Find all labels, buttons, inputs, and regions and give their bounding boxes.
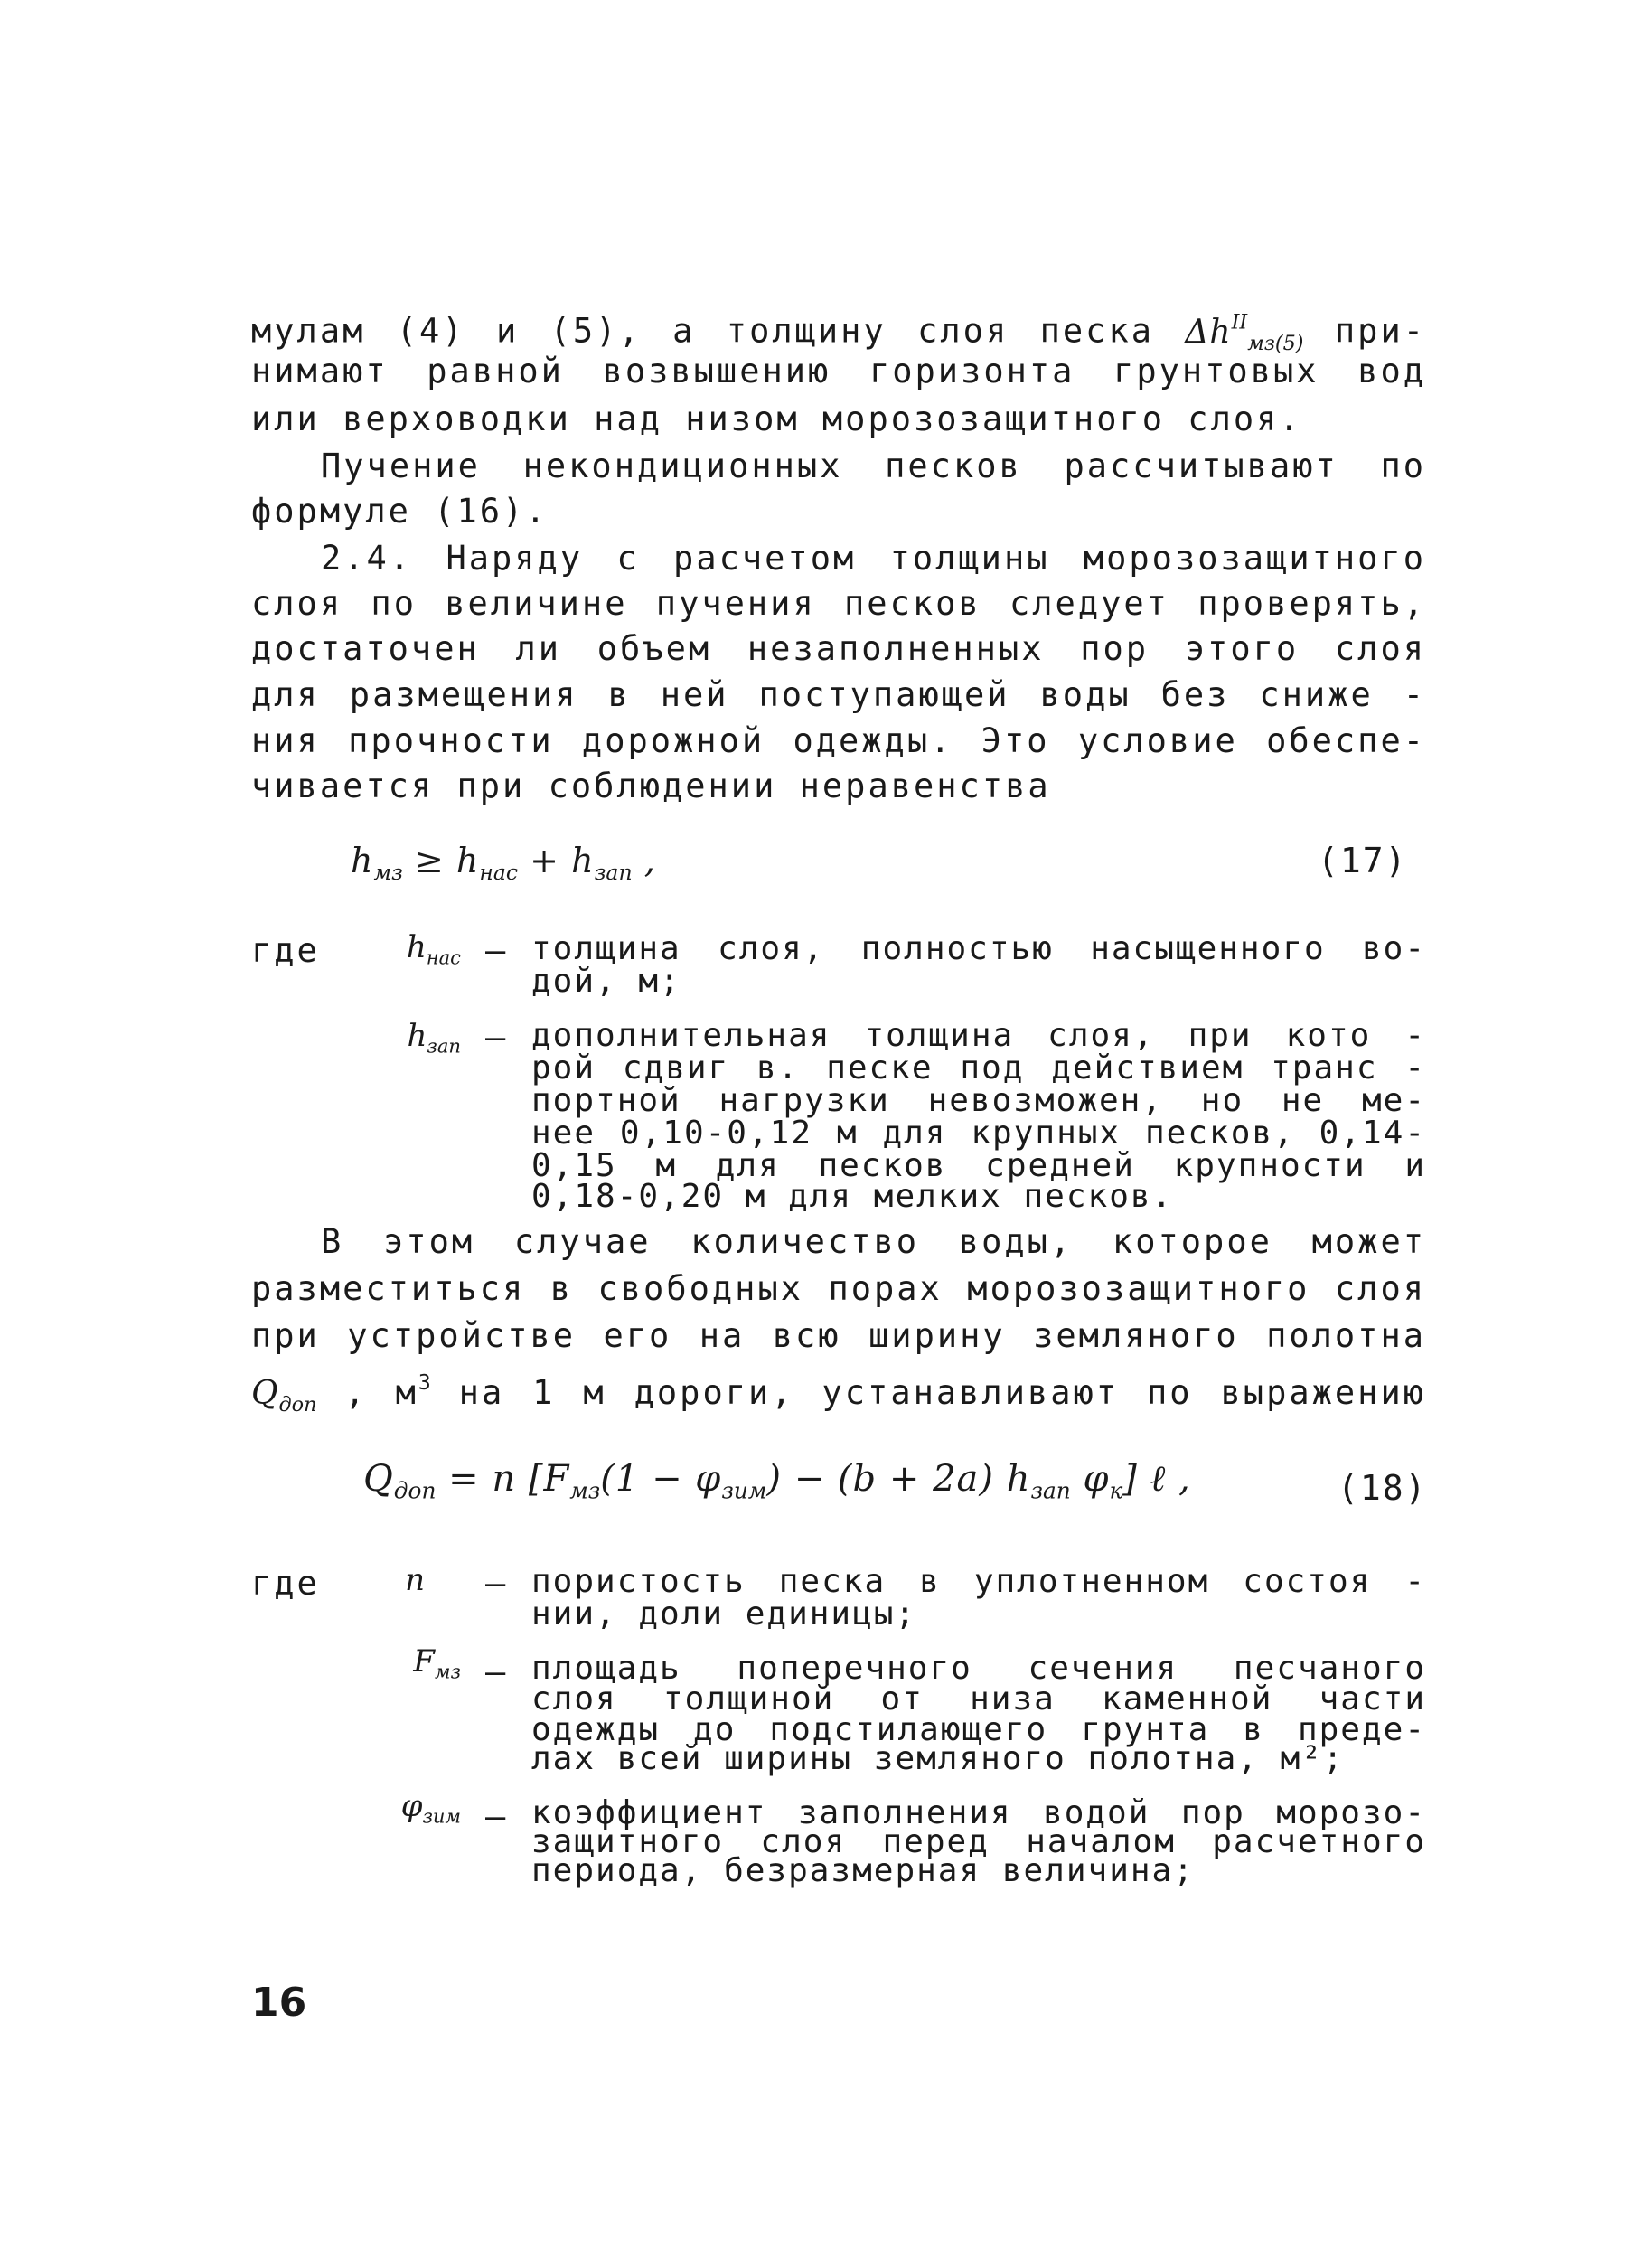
- paragraph-line: $Q_{доп}$ , $м^3$ на 1 м дороги, устанавливают по выражению: [251, 1371, 1427, 1416]
- where-label: где: [251, 1564, 320, 1603]
- page-number: 16: [251, 1980, 307, 2026]
- definition-dash: –: [485, 1797, 506, 1836]
- paragraph-line: при устройстве его на всю ширину земляного полотна: [251, 1316, 1426, 1355]
- paragraph-line: Пучение некондиционных песков рассчитывают по: [321, 447, 1426, 485]
- paragraph-line: для размещения в ней поступающей воды без сниже -: [251, 675, 1426, 714]
- definition-dash: –: [485, 1564, 506, 1603]
- definition-line: портной нагрузки невозможен, но не ме-: [531, 1082, 1426, 1119]
- definition-line: площадь поперечного сечения песчаного: [531, 1650, 1426, 1687]
- definition-symbol: $F_{мз}$: [413, 1643, 461, 1683]
- formula-17: $h_{мз} \ge h_{нас} + h_{зап}$ ,: [351, 841, 656, 886]
- definition-line: одежды до подстилающего грунта в преде-: [531, 1711, 1426, 1748]
- definition-line: рой сдвиг в. песке под действием транс -: [531, 1049, 1426, 1087]
- paragraph-line: формуле (16).: [251, 492, 549, 531]
- paragraph-line: мулам (4) и (5), а толщину слоя песка $\Delta h^{II}_{мз(5)}$ при-: [251, 310, 1426, 355]
- definition-line: толщина слоя, полностью насыщенного во-: [531, 930, 1426, 967]
- paragraph-line: разместиться в свободных порах морозозащитного слоя: [251, 1269, 1426, 1308]
- definition-line: лах всей ширины земляного полотна, м²;: [531, 1740, 1345, 1777]
- paragraph-line: слоя по величине пучения песков следует проверять,: [251, 584, 1426, 623]
- paragraph-line: ния прочности дорожной одежды. Это условие обеспе-: [251, 721, 1426, 760]
- definition-symbol: $h_{зап}$: [407, 1018, 461, 1058]
- definition-dash: –: [485, 1018, 506, 1057]
- equation-number-18: (18): [1338, 1468, 1428, 1508]
- paragraph-line: или верховодки над низом морозозащитного слоя.: [251, 400, 1302, 438]
- definition-symbol: n: [405, 1562, 425, 1598]
- paragraph-line: нимают равной возвышению горизонта грунтовых вод: [251, 352, 1426, 391]
- definition-line: периода, безразмерная величина;: [531, 1852, 1195, 1889]
- definition-line: нии, доли единицы;: [531, 1595, 917, 1633]
- definition-line: защитного слоя перед началом расчетного: [531, 1823, 1426, 1860]
- where-label: где: [251, 931, 320, 970]
- definition-line: коэффициент заполнения водой пор морозо-: [531, 1794, 1426, 1831]
- definition-line: 0,18-0,20 м для мелких песков.: [531, 1178, 1174, 1215]
- definition-line: нее 0,10-0,12 м для крупных песков, 0,14-: [531, 1115, 1426, 1152]
- definition-line: пористость песка в уплотненном состоя -: [531, 1563, 1426, 1600]
- paragraph-line: чивается при соблюдении неравенства: [251, 767, 1051, 805]
- definition-symbol: $h_{нас}$: [406, 929, 461, 969]
- paragraph-line: В этом случае количество воды, которое может: [321, 1222, 1426, 1261]
- definition-line: слоя толщиной от низа каменной части: [531, 1680, 1426, 1717]
- paragraph-line: 2.4. Наряду с расчетом толщины морозозащитного: [321, 539, 1426, 578]
- formula-18: $Q_{доп} = n$ [$F_{мз}(1 - \varphi_{зим}) - (b + 2a)$ $h_{зап}$ $\varphi_к$] ℓ ,: [363, 1458, 1191, 1504]
- definition-line: 0,15 м для песков средней крупности и: [531, 1147, 1426, 1184]
- definition-symbol: $\varphi_{зим}$: [400, 1788, 461, 1828]
- equation-number-17: (17): [1318, 841, 1408, 880]
- definition-dash: –: [485, 931, 506, 970]
- definition-line: дой, м;: [531, 963, 681, 1000]
- definition-dash: –: [485, 1652, 506, 1691]
- definition-line: дополнительная толщина слоя, при кото -: [531, 1017, 1426, 1054]
- inline-delta-h: $\Delta h^{II}_{мз(5)}$: [1185, 310, 1304, 355]
- paragraph-line: достаточен ли объем незаполненных пор этого слоя: [251, 629, 1426, 668]
